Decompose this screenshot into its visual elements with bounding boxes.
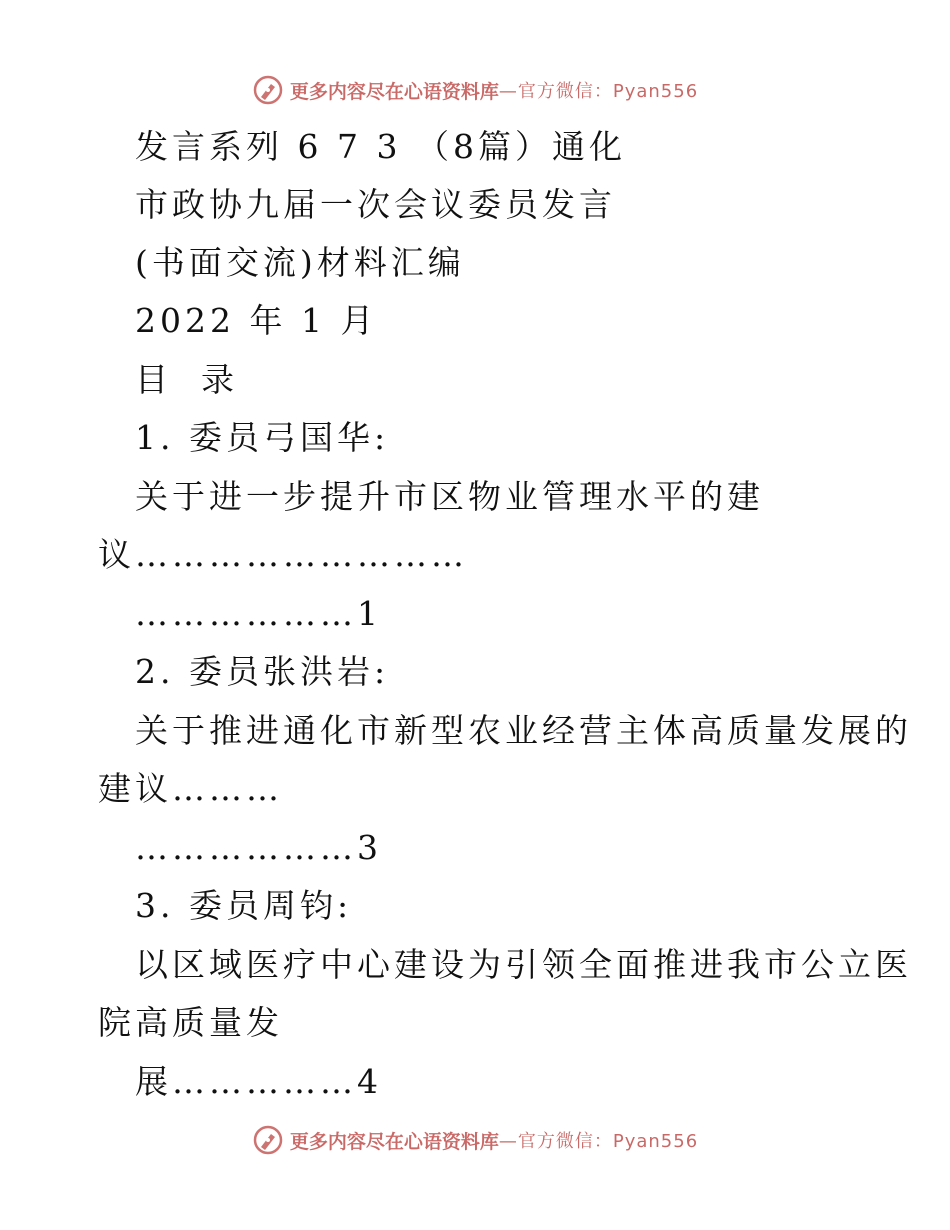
- toc-entry-2-title: 关于推进通化市新型农业经营主体高质量发展的: [135, 711, 912, 750]
- toc-entry-2-title-cont: 建议………: [98, 769, 283, 808]
- toc-entry-2-author: 2. 委员张洪岩:: [135, 652, 390, 691]
- doc-title-line-2: 市政协九届一次会议委员发言: [135, 185, 616, 224]
- watermark-text-contact: —官方微信：Pyan556: [498, 81, 699, 102]
- doc-title-line-3: (书面交流)材料汇编: [135, 243, 465, 282]
- toc-entry-1-title-cont: 议………………………: [98, 535, 468, 574]
- doc-date: 2022 年 1 月: [135, 301, 378, 340]
- pen-nib-logo-icon: [252, 74, 284, 106]
- watermark-text-contact: —官方微信：Pyan556: [498, 1131, 699, 1152]
- watermark-banner-top: [0, 70, 950, 110]
- watermark-text-main: 更多内容尽在心语资料库: [289, 80, 499, 103]
- toc-entry-2-page: ………………3: [135, 828, 382, 867]
- toc-entry-1-page: ………………1: [135, 594, 382, 633]
- pen-nib-logo-icon: [252, 1124, 284, 1156]
- toc-entry-3-title-cont: 院高质量发: [98, 1003, 283, 1042]
- toc-entry-3-author: 3. 委员周钧:: [135, 886, 353, 925]
- toc-entry-1-author: 1. 委员弓国华:: [135, 418, 390, 457]
- toc-entry-1-title: 关于进一步提升市区物业管理水平的建: [135, 477, 764, 516]
- toc-entry-3-page: 展……………4: [135, 1062, 382, 1101]
- doc-title-line-1: 发言系列 6 7 3 （8篇）通化: [135, 127, 626, 166]
- watermark-text-main: 更多内容尽在心语资料库: [289, 1130, 499, 1153]
- watermark-banner-bottom: [0, 1120, 950, 1160]
- toc-entry-3-title: 以区域医疗中心建设为引领全面推进我市公立医: [135, 945, 912, 984]
- toc-heading: 目 录: [135, 360, 238, 399]
